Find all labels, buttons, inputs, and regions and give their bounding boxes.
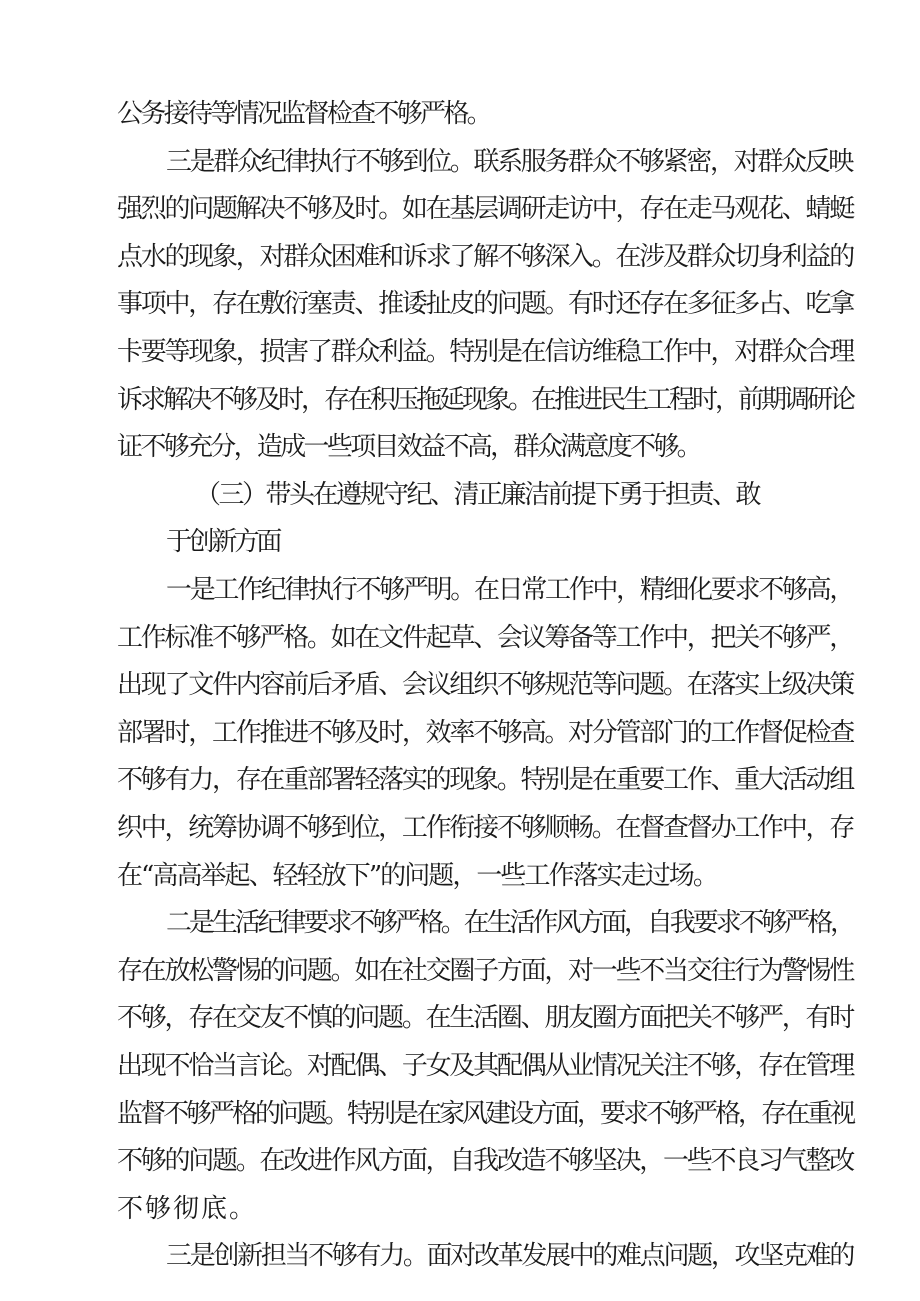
text-line: 事项中，存在敷衍塞责、推诿扯皮的问题。有时还存在多征多占、吃拿 (117, 289, 853, 320)
text-line: 不够彻底。 (117, 1193, 258, 1224)
text-line: 出现了文件内容前后矛盾、会议组织不够规范等问题。在落实上级决策 (117, 670, 853, 701)
text-line: 不够，存在交友不慎的问题。在生活圈、朋友圈方面把关不够严，有时 (117, 1003, 853, 1034)
text-line: 不够的问题。在改进作风方面，自我改造不够坚决，一些不良习气整改 (117, 1146, 853, 1177)
text-line: 监督不够严格的问题。特别是在家风建设方面，要求不够严格，存在重视 (117, 1098, 854, 1129)
text-line: 工作标准不够严格。如在文件起草、会议筹备等工作中，把关不够严， (117, 622, 853, 653)
text-line: 二是生活纪律要求不够严格。在生活作风方面，自我要求不够严格， (166, 908, 854, 939)
text-line: 部署时，工作推进不够及时，效率不够高。对分管部门的工作督促检查 (117, 717, 853, 748)
text-line: 证不够充分，造成一些项目效益不高，群众满意度不够。 (117, 432, 701, 463)
section-heading: 于创新方面 (166, 527, 280, 558)
text-line: 三是群众纪律执行不够到位。联系服务群众不够紧密，对群众反映 (166, 146, 852, 177)
text-line: 公务接待等情况监督检查不够严格。 (117, 99, 490, 129)
text-line: 三是创新担当不够有力。面对改革发展中的难点问题，攻坚克难的 (166, 1241, 854, 1272)
text-line: 存在放松警惕的问题。如在社交圈子方面，对一些不当交往行为警惕性 (117, 955, 853, 986)
text-line: 织中，统筹协调不够到位，工作衔接不够顺畅。在督查督办工作中，存 (117, 813, 853, 843)
text-line: 强烈的问题解决不够及时。如在基层调研走访中，存在走马观花、蜻蜓 (117, 194, 853, 225)
text-line: 卡要等现象，损害了群众利益。特别是在信访维稳工作中，对群众合理 (117, 337, 853, 367)
text-line: 诉求解决不够及时，存在积压拖延现象。在推进民生工程时，前期调研论 (117, 384, 854, 415)
section-heading: （三）带头在遵规守纪、清正廉洁前提下勇于担责、敢 (195, 479, 760, 510)
text-line: 点水的现象，对群众困难和诉求了解不够深入。在涉及群众切身利益的 (117, 241, 853, 272)
text-line: 一是工作纪律执行不够严明。在日常工作中，精细化要求不够高， (166, 575, 854, 605)
text-line: 不够有力，存在重部署轻落实的现象。特别是在重要工作、重大活动组 (117, 765, 853, 796)
text-line: 出现不恰当言论。对配偶、子女及其配偶从业情况关注不够，存在管理 (117, 1051, 853, 1081)
text-line: 在“高高举起、轻轻放下”的问题，一些工作落实走过场。 (117, 860, 717, 891)
